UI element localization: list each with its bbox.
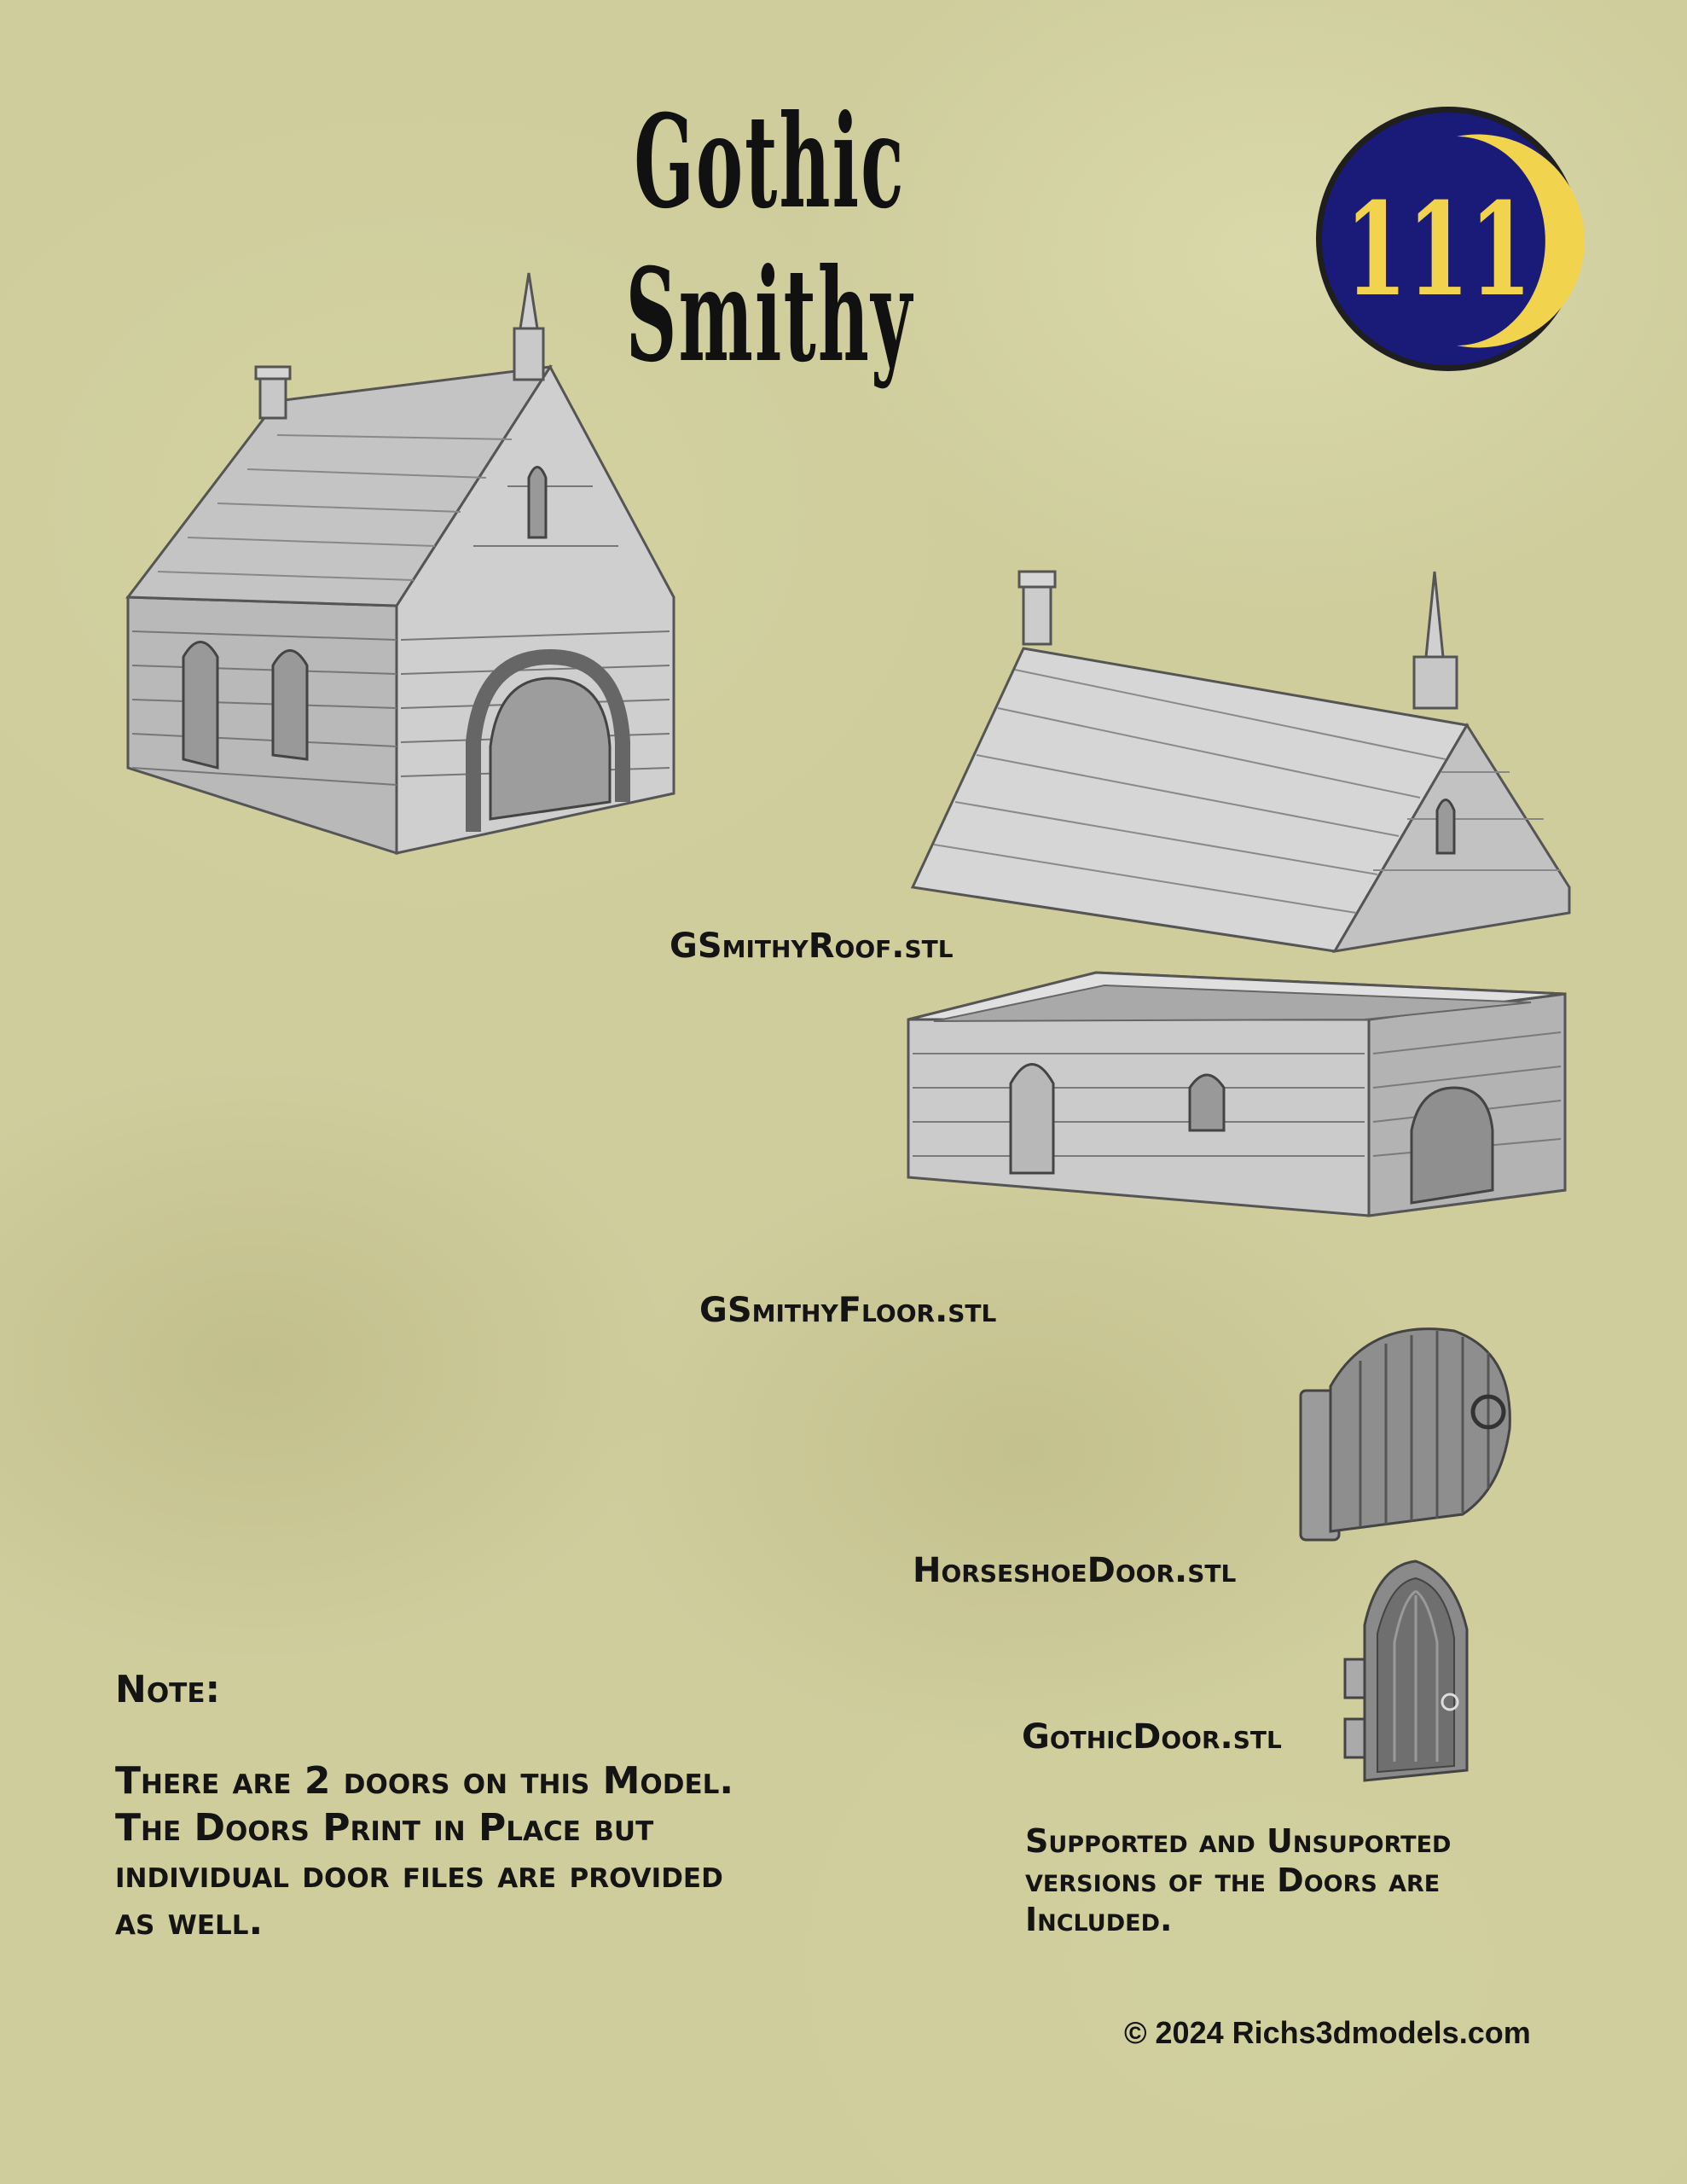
page-title: Gothic Smithy	[625, 87, 914, 391]
roof-file-label: GSmithyRoof.stl	[670, 926, 954, 966]
floor-file-label: GSmithyFloor.stl	[699, 1291, 997, 1330]
note-body: There are 2 doors on this Model. The Doors Print in Place but individual door files are provided as well.	[115, 1759, 734, 1943]
roof-part-image	[896, 563, 1578, 956]
gothic-door-file-label: GothicDoor.stl	[1022, 1717, 1282, 1757]
note-heading: Note:	[115, 1668, 221, 1711]
floor-part-image	[900, 960, 1574, 1220]
gothic-door-image	[1343, 1557, 1471, 1787]
brand-logo	[1312, 102, 1585, 375]
logo-text: 111	[1344, 173, 1532, 325]
copyright-text: © 2024 Richs3dmodels.com	[1124, 2015, 1531, 2050]
horseshoe-door-image	[1292, 1318, 1522, 1544]
horseshoe-door-file-label: HorseshoeDoor.stl	[913, 1551, 1237, 1590]
supported-versions-text: Supported and Unsuported versions of the Doors are Included.	[1025, 1822, 1452, 1938]
assembled-smithy-image	[107, 264, 687, 862]
